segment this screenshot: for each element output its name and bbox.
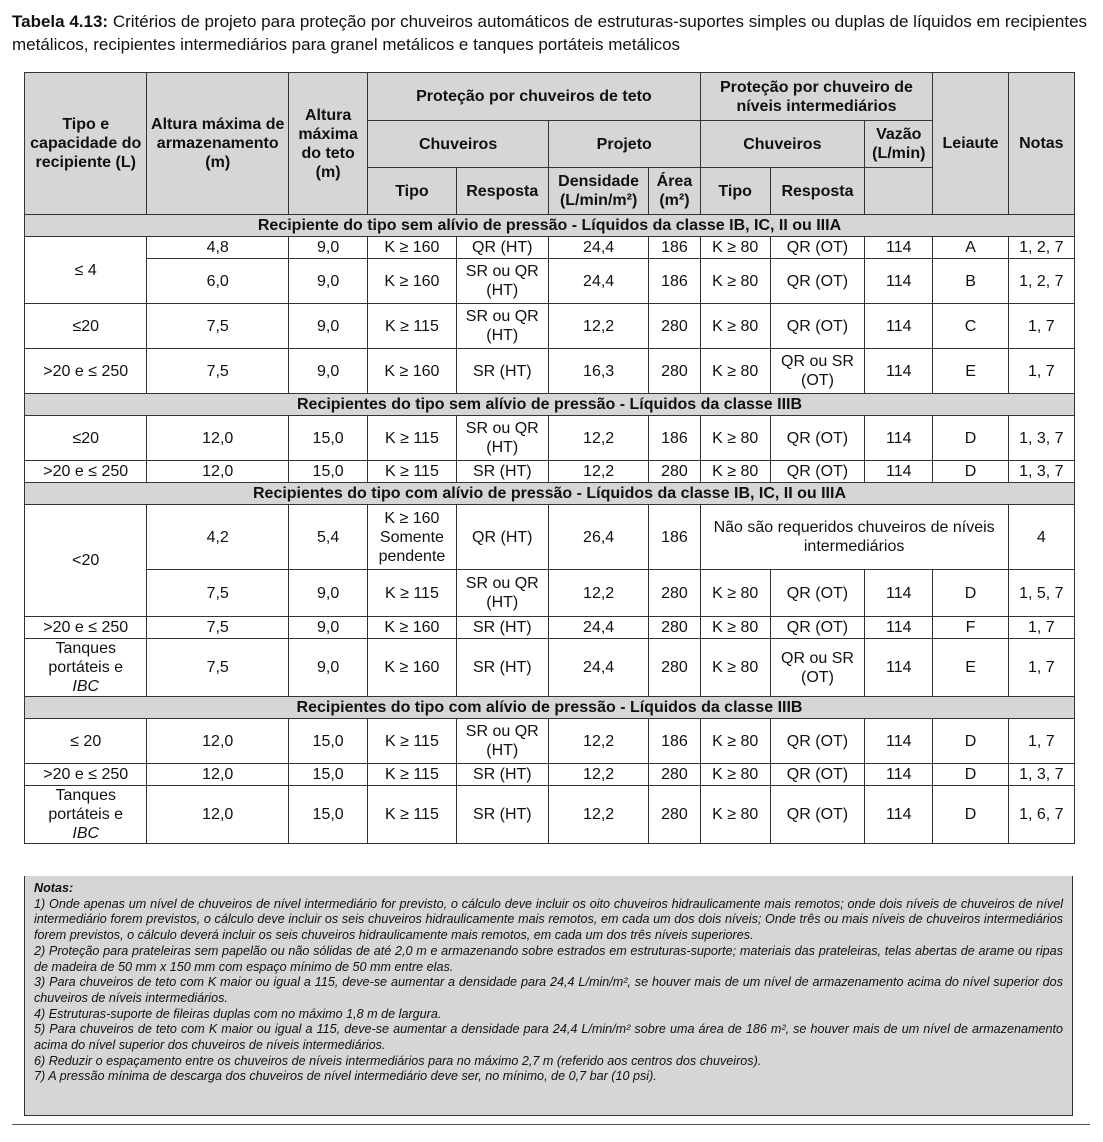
cell: K ≥ 115: [368, 764, 456, 786]
cell: 280: [649, 304, 700, 349]
cell: 12,2: [548, 786, 648, 844]
cell: K ≥ 80: [700, 259, 770, 304]
cell-tipo-text: Tanques portáteis e: [48, 640, 124, 676]
cell: K ≥ 160: [368, 259, 456, 304]
cell: K ≥ 115: [368, 461, 456, 483]
cell: A: [933, 237, 1008, 259]
table-row: [25, 416, 1075, 461]
cell: D: [933, 786, 1008, 844]
cell: QR (OT): [770, 719, 864, 764]
note-item: 4) Estruturas-suporte de fileiras duplas com no máximo 1,8 m de largura.: [34, 1006, 442, 1021]
cell: 1, 2, 7: [1008, 259, 1074, 304]
table-row: [25, 304, 1075, 349]
header-vazao-blank: [865, 168, 933, 215]
cell: B: [933, 259, 1008, 304]
cell: 12,2: [548, 304, 648, 349]
note-item: 3) Para chuveiros de teto com K maior ou igual a 115, deve-se aumentar a densidade para 24,4 L/min/m², se houver mais de um nível de armazenamento acima do nível superior dos chuveiros de níveis intermediários.: [34, 975, 1063, 1005]
cell: 15,0: [288, 416, 367, 461]
section-title: Recipientes do tipo sem alívio de pressão - Líquidos da classe IIIB: [25, 394, 1075, 416]
cell: K ≥ 80: [700, 617, 770, 639]
cell: 4,2: [147, 505, 289, 570]
section-row: [25, 394, 1075, 416]
cell-tipo: [25, 786, 147, 844]
cell: 114: [865, 719, 933, 764]
header-protecao-teto: Proteção por chuveiros de teto: [368, 73, 700, 121]
cell: SR (HT): [456, 764, 548, 786]
cell-tipo: ≤ 4: [25, 237, 147, 304]
cell: QR (OT): [770, 461, 864, 483]
cell: 12,2: [548, 461, 648, 483]
cell: SR ou QR (HT): [456, 304, 548, 349]
section-title: Recipientes do tipo com alívio de pressão - Líquidos da classe IB, IC, II ou IIIA: [25, 483, 1075, 505]
header-vazao: Vazão (L/min): [865, 121, 933, 168]
cell-tipo: ≤ 20: [25, 719, 147, 764]
cell-tipo: [25, 639, 147, 697]
cell: 24,4: [548, 617, 648, 639]
cell: 24,4: [548, 639, 648, 697]
cell: 114: [865, 416, 933, 461]
cell: SR ou QR (HT): [456, 570, 548, 617]
section-row: [25, 215, 1075, 237]
header-notas: Notas: [1008, 73, 1074, 215]
note-item: 7) A pressão mínima de descarga dos chuveiros de nível intermediário deve ser, no mínimo, de 0,7 bar (10 psi).: [34, 1069, 657, 1084]
notes-title: Notas:: [34, 881, 74, 895]
cell: K ≥ 80: [700, 349, 770, 394]
cell: SR (HT): [456, 349, 548, 394]
cell: QR (OT): [770, 416, 864, 461]
cell: 16,3: [548, 349, 648, 394]
cell: D: [933, 570, 1008, 617]
cell: K ≥ 115: [368, 786, 456, 844]
cell: K ≥ 115: [368, 570, 456, 617]
cell: K ≥ 80: [700, 719, 770, 764]
cell: QR (OT): [770, 786, 864, 844]
cell: 1, 6, 7: [1008, 786, 1074, 844]
cell: 4: [1008, 505, 1074, 570]
table-row: [25, 786, 1075, 844]
cell: 1, 7: [1008, 617, 1074, 639]
cell: SR (HT): [456, 617, 548, 639]
cell: 12,0: [147, 719, 289, 764]
cell: 7,5: [147, 639, 289, 697]
cell: K ≥ 80: [700, 764, 770, 786]
cell: SR ou QR (HT): [456, 416, 548, 461]
ibc-text: IBC: [72, 678, 100, 695]
cell: SR (HT): [456, 639, 548, 697]
cell: 186: [649, 719, 700, 764]
cell: 280: [649, 764, 700, 786]
header-chuveiros-teto: Chuveiros: [368, 121, 549, 168]
cell: K ≥ 80: [700, 461, 770, 483]
cell: 15,0: [288, 461, 367, 483]
cell: 280: [649, 349, 700, 394]
cell: K ≥ 80: [700, 304, 770, 349]
cell: E: [933, 639, 1008, 697]
header-tipo-niveis: Tipo: [700, 168, 770, 215]
header-resposta-teto: Resposta: [456, 168, 548, 215]
cell-tipo: >20 e ≤ 250: [25, 617, 147, 639]
cell: QR (OT): [770, 237, 864, 259]
cell-tipo-text: Tanques portáteis e: [48, 787, 124, 823]
note-item: 2) Proteção para prateleiras sem papelão ou não sólidas de até 2,0 m e armazenando sobre estrados em estruturas-suporte; materiais das prateleiras, telas abertas de arame ou ripas de madeira de 50 mm x 150 mm com espaço mínimo de 50 mm entre elas.: [34, 943, 1063, 974]
header-area: Área (m²): [649, 168, 700, 215]
cell: QR (OT): [770, 764, 864, 786]
cell: K ≥ 80: [700, 416, 770, 461]
cell: 280: [649, 461, 700, 483]
cell: 9,0: [288, 259, 367, 304]
cell: 9,0: [288, 304, 367, 349]
section-title: Recipientes do tipo com alívio de pressão - Líquidos da classe IIIB: [25, 697, 1075, 719]
cell: 12,0: [147, 764, 289, 786]
cell: 24,4: [548, 259, 648, 304]
cell: SR (HT): [456, 786, 548, 844]
header-altura-teto: Altura máxima do teto (m): [288, 73, 367, 215]
cell-tipo: >20 e ≤ 250: [25, 461, 147, 483]
ibc-text: IBC: [72, 825, 100, 842]
cell: 7,5: [147, 617, 289, 639]
table-row: [25, 461, 1075, 483]
cell: 12,2: [548, 570, 648, 617]
cell: K ≥ 80: [700, 570, 770, 617]
cell: QR (HT): [456, 237, 548, 259]
cell: D: [933, 719, 1008, 764]
cell: K ≥ 160: [368, 639, 456, 697]
cell: 114: [865, 764, 933, 786]
header-protecao-niveis: Proteção por chuveiro de níveis intermediários: [700, 73, 933, 121]
cell: 114: [865, 461, 933, 483]
cell: QR (OT): [770, 304, 864, 349]
cell: 186: [649, 237, 700, 259]
cell: K ≥ 115: [368, 719, 456, 764]
cell: 1, 7: [1008, 304, 1074, 349]
cell: 1, 3, 7: [1008, 416, 1074, 461]
cell: 114: [865, 349, 933, 394]
header-resposta-niveis: Resposta: [770, 168, 864, 215]
cell: K ≥ 160: [368, 349, 456, 394]
header-altura-armazenamento: Altura máxima de armazenamento (m): [147, 73, 289, 215]
section-title: Recipiente do tipo sem alívio de pressão - Líquidos da classe IB, IC, II ou IIIA: [25, 215, 1075, 237]
header-densidade: Densidade (L/min/m²): [548, 168, 648, 215]
section-row: [25, 483, 1075, 505]
cell: 9,0: [288, 237, 367, 259]
cell: 114: [865, 237, 933, 259]
cell: 114: [865, 617, 933, 639]
cell: 4,8: [147, 237, 289, 259]
caption-label: Tabela 4.13:: [12, 12, 109, 31]
cell: 114: [865, 639, 933, 697]
cell: 7,5: [147, 304, 289, 349]
cell: 12,2: [548, 719, 648, 764]
cell-tipo: >20 e ≤ 250: [25, 764, 147, 786]
cell: SR ou QR (HT): [456, 259, 548, 304]
cell: 12,0: [147, 786, 289, 844]
cell: 114: [865, 304, 933, 349]
cell: QR (OT): [770, 570, 864, 617]
cell: K ≥ 160 Somente pendente: [368, 505, 456, 570]
table-row: [25, 617, 1075, 639]
cell: SR (HT): [456, 461, 548, 483]
table-caption: [12, 10, 1092, 56]
cell: E: [933, 349, 1008, 394]
note-item: 1) Onde apenas um nível de chuveiros de nível intermediário for previsto, o cálculo deve incluir os oito chuveiros hidraulicamente mais remotos; onde dois níveis de chuveiros de nível intermediário forem previstos, o cálculo deve incluir os seis chuveiros hidraulicamente mais remotos, em cada um dos dois níveis; Onde três ou mais níveis de chuveiros intermediários forem previstos, o cálculo deverá incluir os seis chuveiros hidraulicamente mais remotos, em cada um dos três níveis superiores.: [34, 896, 1063, 943]
cell: 1, 3, 7: [1008, 461, 1074, 483]
table-row: [25, 570, 1075, 617]
cell: K ≥ 115: [368, 416, 456, 461]
cell: 15,0: [288, 719, 367, 764]
cell: 1, 5, 7: [1008, 570, 1074, 617]
cell: 12,2: [548, 416, 648, 461]
design-criteria-table: [24, 72, 1075, 844]
caption-text: Critérios de projeto para proteção por chuveiros automáticos de estruturas-suportes simples ou duplas de líquidos em recipientes metálicos, recipientes intermediários para granel metálicos e tanques portáteis metálicos: [12, 12, 1088, 54]
note-item: 5) Para chuveiros de teto com K maior ou igual a 115, deve-se aumentar a densidade para 24,4 L/min/m² sobre uma área de 186 m², se houver mais de um nível de armazenamento acima do nível superior dos chuveiros de níveis intermediários.: [34, 1022, 1063, 1053]
cell: 114: [865, 786, 933, 844]
cell: 9,0: [288, 617, 367, 639]
cell: 280: [649, 617, 700, 639]
cell: K ≥ 160: [368, 617, 456, 639]
header-tipo: Tipo e capacidade do recipiente (L): [25, 73, 147, 215]
table-row: [25, 639, 1075, 697]
header-leiaute: Leiaute: [933, 73, 1008, 215]
cell: 114: [865, 259, 933, 304]
cell: K ≥ 80: [700, 237, 770, 259]
cell: 9,0: [288, 639, 367, 697]
cell: D: [933, 461, 1008, 483]
cell-tipo: >20 e ≤ 250: [25, 349, 147, 394]
cell: 186: [649, 259, 700, 304]
cell: D: [933, 764, 1008, 786]
table-row: [25, 259, 1075, 304]
cell: 5,4: [288, 505, 367, 570]
cell: SR ou QR (HT): [456, 719, 548, 764]
cell: QR (HT): [456, 505, 548, 570]
cell-tipo: ≤20: [25, 416, 147, 461]
cell: 280: [649, 570, 700, 617]
cell: 1, 7: [1008, 719, 1074, 764]
table-row: [25, 505, 1075, 570]
cell-nao-requeridos: Não são requeridos chuveiros de níveis intermediários: [700, 505, 1008, 570]
table-row: [25, 764, 1075, 786]
cell: 26,4: [548, 505, 648, 570]
header-chuveiros-niveis: Chuveiros: [700, 121, 865, 168]
table-row: [25, 237, 1075, 259]
section-row: [25, 697, 1075, 719]
header-projeto: Projeto: [548, 121, 700, 168]
cell: 12,0: [147, 461, 289, 483]
cell: 12,2: [548, 764, 648, 786]
note-item: 6) Reduzir o espaçamento entre os chuveiros de níveis intermediários para no máximo 2,7 m (referido aos centros dos chuveiros).: [34, 1053, 762, 1068]
cell: 280: [649, 786, 700, 844]
cell: 15,0: [288, 764, 367, 786]
cell: QR (OT): [770, 259, 864, 304]
cell: 9,0: [288, 349, 367, 394]
cell: K ≥ 115: [368, 304, 456, 349]
cell: QR ou SR (OT): [770, 639, 864, 697]
table-row: [25, 349, 1075, 394]
cell: 15,0: [288, 786, 367, 844]
cell: D: [933, 416, 1008, 461]
cell: K ≥ 80: [700, 639, 770, 697]
cell: 12,0: [147, 416, 289, 461]
bottom-rule: [12, 1124, 1090, 1125]
cell: F: [933, 617, 1008, 639]
cell: 7,5: [147, 349, 289, 394]
cell-tipo: <20: [25, 505, 147, 617]
cell: 186: [649, 416, 700, 461]
cell: 7,5: [147, 570, 289, 617]
cell: K ≥ 160: [368, 237, 456, 259]
cell: 6,0: [147, 259, 289, 304]
cell: 1, 3, 7: [1008, 764, 1074, 786]
cell: 24,4: [548, 237, 648, 259]
cell: QR (OT): [770, 617, 864, 639]
cell: 1, 7: [1008, 349, 1074, 394]
cell: C: [933, 304, 1008, 349]
cell: 1, 2, 7: [1008, 237, 1074, 259]
cell: 280: [649, 639, 700, 697]
cell: 186: [649, 505, 700, 570]
cell: 9,0: [288, 570, 367, 617]
table-row: [25, 719, 1075, 764]
cell-tipo: ≤20: [25, 304, 147, 349]
cell: 114: [865, 570, 933, 617]
notes-box: [24, 876, 1073, 1116]
cell: QR ou SR (OT): [770, 349, 864, 394]
header-tipo-teto: Tipo: [368, 168, 456, 215]
cell: 1, 7: [1008, 639, 1074, 697]
cell: K ≥ 80: [700, 786, 770, 844]
